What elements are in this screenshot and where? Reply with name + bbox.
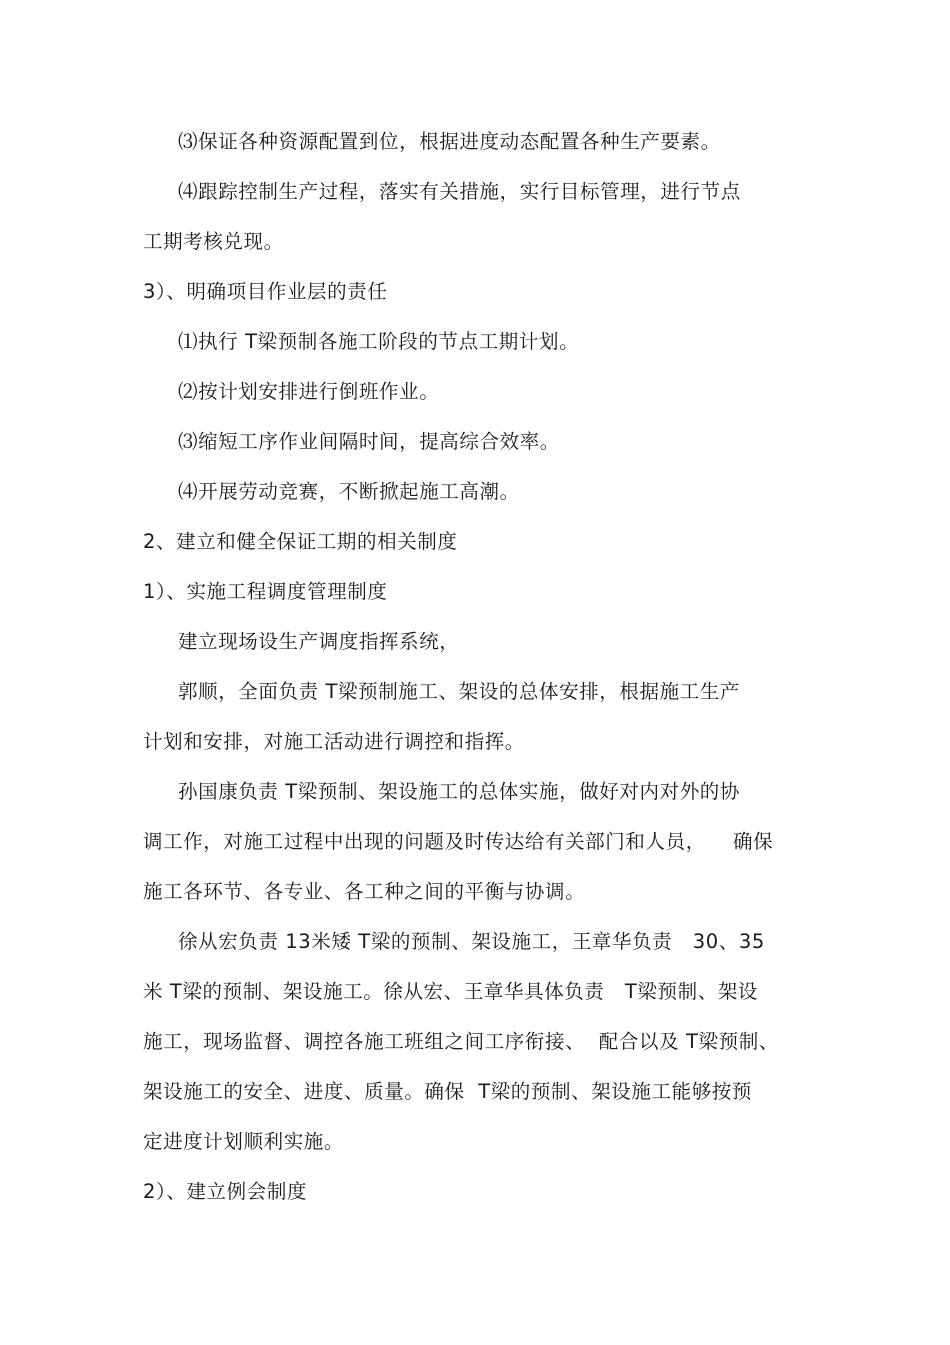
paragraph-line: ⑷跟踪控制生产过程，落实有关措施，实行目标管理，进行节点: [178, 180, 741, 203]
paragraph-line: 孙国康负责 T梁预制、架设施工的总体实施，做好对内对外的协: [178, 780, 741, 803]
paragraph-line: 米 T梁的预制、架设施工。徐从宏、王章华具体负责 T梁预制、架设: [143, 980, 759, 1003]
paragraph-line: 定进度计划顺利实施。: [143, 1130, 345, 1153]
paragraph-line: 施工，现场监督、调控各施工班组之间工序衔接、 配合以及 T梁预制、: [143, 1030, 779, 1053]
section-heading: 3）、明确项目作业层的责任: [143, 280, 388, 303]
section-heading: 1）、实施工程调度管理制度: [143, 580, 388, 603]
paragraph-line: 郭顺，全面负责 T梁预制施工、架设的总体安排，根据施工生产: [178, 680, 741, 703]
section-heading: 2、建立和健全保证工期的相关制度: [143, 530, 458, 553]
paragraph-line: ⑶缩短工序作业间隔时间，提高综合效率。: [178, 430, 560, 453]
paragraph-line: ⑴执行 T梁预制各施工阶段的节点工期计划。: [178, 330, 580, 353]
paragraph-line: ⑵按计划安排进行倒班作业。: [178, 380, 440, 403]
paragraph-line: 工期考核兑现。: [143, 230, 284, 253]
paragraph-line: 徐从宏负责 13米矮 T梁的预制、架设施工，王章华负责 30、35: [178, 930, 765, 953]
paragraph-line: 架设施工的安全、进度、质量。确保 T梁的预制、架设施工能够按预: [143, 1080, 753, 1103]
paragraph-line: 施工各环节、各专业、各工种之间的平衡与协调。: [143, 880, 586, 903]
paragraph-line: 调工作，对施工过程中出现的问题及时传达给有关部门和人员， 确保: [143, 830, 774, 853]
paragraph-line: ⑶保证各种资源配置到位，根据进度动态配置各种生产要素。: [178, 130, 721, 153]
paragraph-line: ⑷开展劳动竞赛，不断掀起施工高潮。: [178, 480, 520, 503]
paragraph-line: 建立现场设生产调度指挥系统，: [178, 630, 460, 653]
paragraph-line: 计划和安排，对施工活动进行调控和指挥。: [143, 730, 525, 753]
section-heading: 2）、建立例会制度: [143, 1180, 308, 1203]
